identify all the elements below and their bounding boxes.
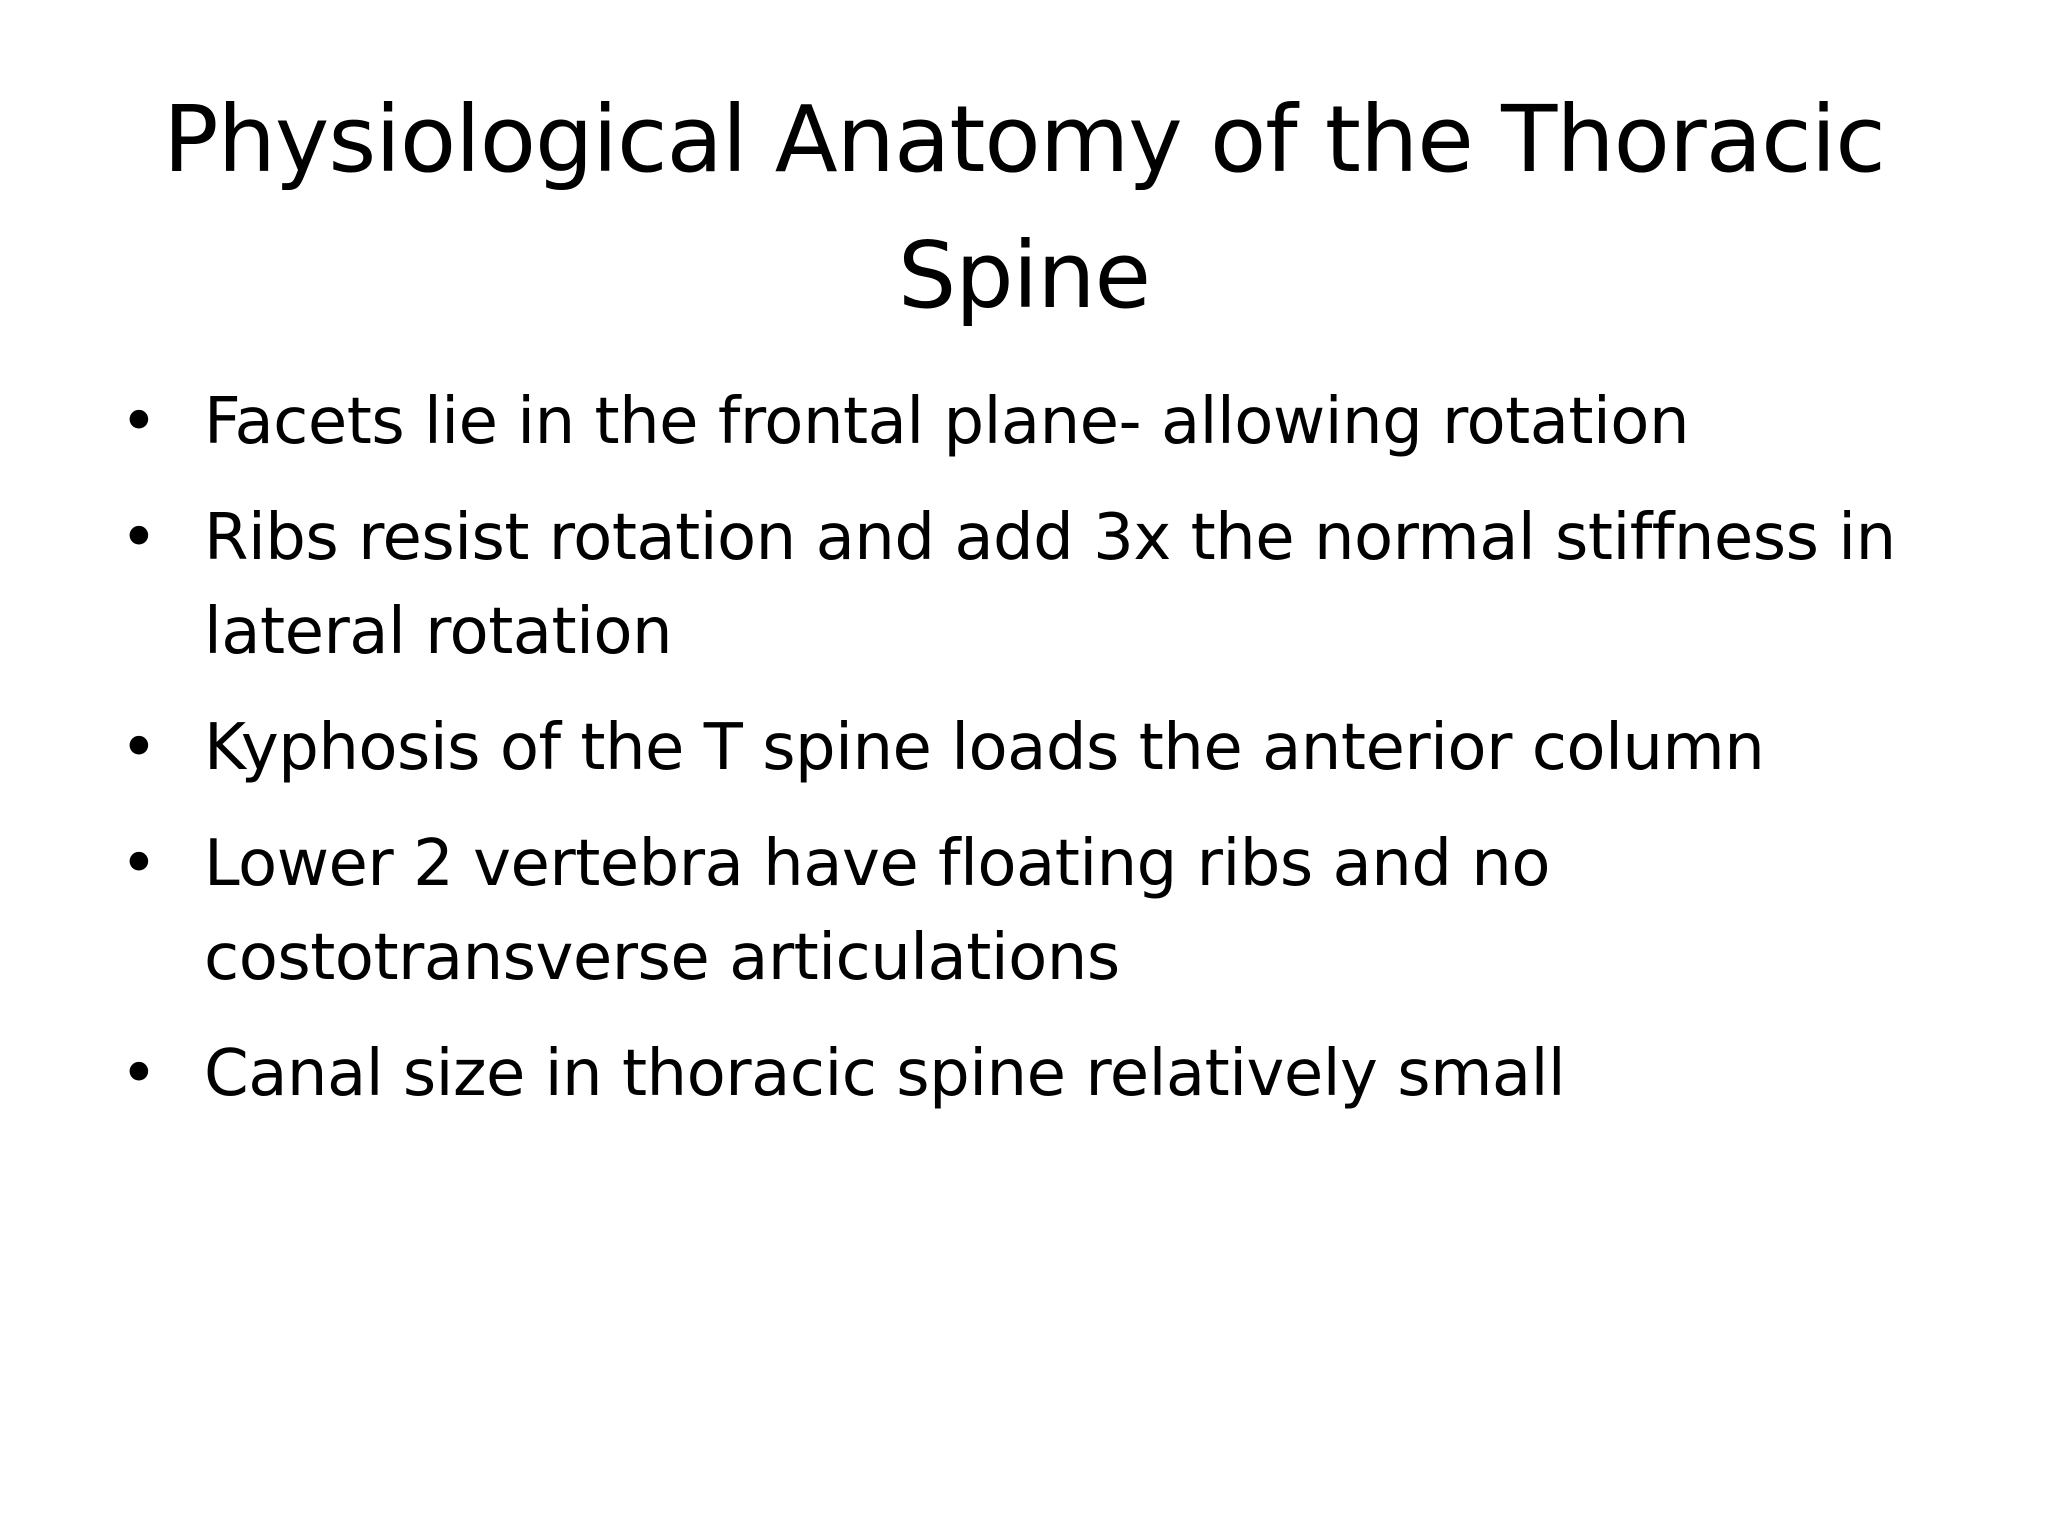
bullet-list	[120, 375, 1950, 1143]
bullet-text: Canal size in thoracic spine relatively small	[204, 1037, 1566, 1111]
bullet-item-3	[120, 701, 1950, 795]
bullet-item-1	[120, 375, 1950, 469]
bullet-item-5	[120, 1027, 1950, 1121]
bullet-dot-icon: •	[120, 385, 158, 459]
bullet-text: Facets lie in the frontal plane- allowing rotation	[204, 385, 1689, 459]
bullet-dot-icon: •	[120, 827, 158, 901]
bullet-item-4	[120, 817, 1950, 1005]
slide-title: Physiological Anatomy of the Thoracic Spine	[163, 86, 1885, 329]
bullet-dot-icon: •	[120, 711, 158, 785]
bullet-item-2	[120, 491, 1950, 679]
bullet-dot-icon: •	[120, 501, 158, 575]
bullet-text: Lower 2 vertebra have floating ribs and no costotransverse articulations	[204, 827, 1550, 995]
bullet-dot-icon: •	[120, 1037, 158, 1111]
bullet-text: Ribs resist rotation and add 3x the normal stiffness in lateral rotation	[204, 501, 1896, 669]
bullet-text: Kyphosis of the T spine loads the anterior column	[204, 711, 1765, 785]
